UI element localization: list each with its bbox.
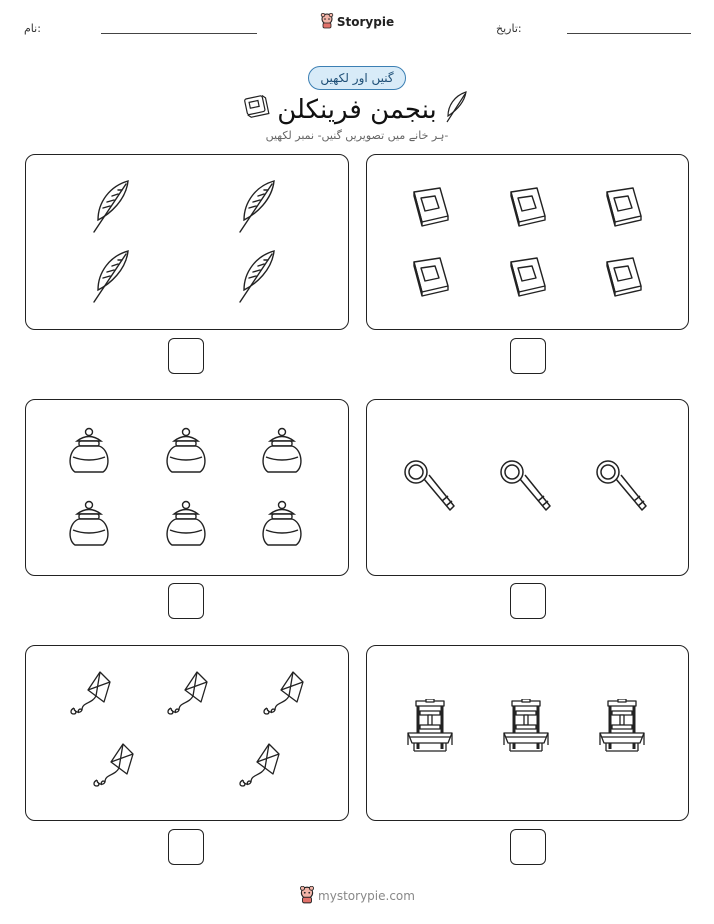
- name-line[interactable]: [101, 33, 257, 34]
- answer-box-kites[interactable]: [168, 829, 204, 865]
- feather-icon: [88, 178, 136, 236]
- name-label: نام:: [24, 22, 41, 35]
- instructions: ہر خانے میں تصویریں گنیں- نمبر لکھیں-: [265, 129, 449, 142]
- book-panel: [366, 154, 689, 330]
- jar-icon: [67, 500, 113, 548]
- feather-icon: [234, 178, 282, 236]
- jar-icon: [164, 500, 210, 548]
- footer-url[interactable]: mystorypie.com: [318, 889, 415, 903]
- book-icon: [408, 254, 454, 300]
- key-icon: [498, 458, 554, 516]
- key-icon: [594, 458, 650, 516]
- page-title: بنجمن فرینکلن: [277, 95, 437, 125]
- answer-box-books[interactable]: [510, 338, 546, 374]
- answer-box-presses[interactable]: [510, 829, 546, 865]
- key-icon: [402, 458, 458, 516]
- printing-press-icon: [502, 699, 550, 753]
- book-icon: [408, 184, 454, 230]
- feather-icon: [234, 248, 282, 306]
- printing-press-icon: [406, 699, 454, 753]
- kite-icon: [68, 670, 114, 720]
- feather-icon: [88, 248, 136, 306]
- jar-panel: [25, 399, 349, 576]
- book-icon: [505, 254, 551, 300]
- footer: [0, 886, 714, 907]
- storypie-bear-icon: [320, 13, 334, 32]
- feather-icon: [444, 90, 470, 128]
- jar-icon: [164, 427, 210, 475]
- answer-box-jars[interactable]: [168, 583, 204, 619]
- brand-name: Storypie: [336, 15, 395, 29]
- printing-press-icon: [598, 699, 646, 753]
- book-icon: [601, 254, 647, 300]
- kite-icon: [261, 670, 307, 720]
- date-line[interactable]: [567, 33, 691, 34]
- book-icon: [505, 184, 551, 230]
- feather-panel: [25, 154, 349, 330]
- kite-icon: [237, 742, 283, 792]
- count-write-badge: گنیں اور لکھیں: [0, 66, 714, 90]
- answer-box-keys[interactable]: [510, 583, 546, 619]
- brand-logo: [0, 13, 714, 32]
- jar-icon: [260, 500, 306, 548]
- kite-icon: [165, 670, 211, 720]
- answer-box-feathers[interactable]: [168, 338, 204, 374]
- date-label: تاریخ:: [496, 22, 522, 35]
- jar-icon: [260, 427, 306, 475]
- book-icon: [601, 184, 647, 230]
- jar-icon: [67, 427, 113, 475]
- kite-icon: [91, 742, 137, 792]
- storypie-bear-icon: [299, 886, 315, 907]
